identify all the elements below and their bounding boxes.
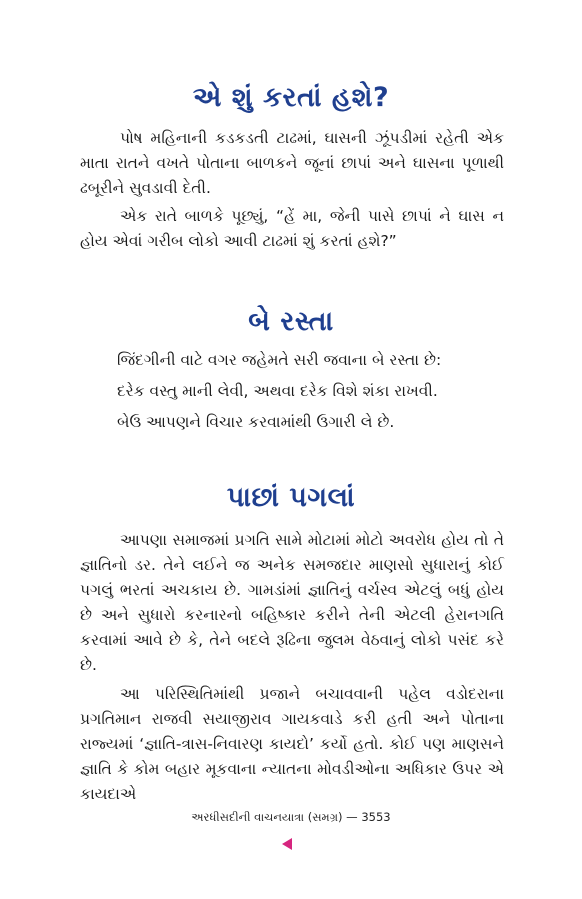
section-title-3: પાછાં પગલાં [226, 482, 356, 513]
line-2-1: જિંદગીની વાટે વગર જહેમતે સરી જવાના બે રસ્તા છે: [117, 351, 442, 369]
paragraph-text: એક રાતે બાળકે પૂછ્યું, “હેં મા, જેની પાસે છાપાં ને ઘાસ ન હોય એવાં ગરીબ લોકો આવી ટાઢમાં શું કરતાં હશે?” [80, 207, 504, 250]
paragraph-3-1 [80, 528, 504, 678]
paragraph-text: પોષ મહિનાની કડકડતી ટાઢમાં, ઘાસની ઝૂંપડીમાં રહેતી એક માતા રાતને વખતે પોતાના બાળકને જૂનાં છાપાં અને ઘાસના પૂળાથી ઢબૂરીને સુવડાવી દેતી. [80, 129, 504, 197]
paragraph-1-2 [80, 204, 504, 254]
left-triangle-icon[interactable] [282, 838, 292, 850]
line-2-2: દરેક વસ્તુ માની લેવી, અથવા દરેક વિશે શંકા રાખવી. [117, 382, 438, 400]
paragraph-1-1 [80, 126, 504, 201]
section-title-2: બે રસ્તા [248, 306, 334, 337]
paragraph-3-2 [80, 682, 504, 807]
page-footer: અરધીસદીની વાચનયાત્રા (સમગ્ર) — 3553 [191, 810, 391, 824]
line-2-3: બેઉ આપણને વિચાર કરવામાંથી ઉગારી લે છે. [117, 413, 395, 431]
paragraph-text: આપણા સમાજમાં પ્રગતિ સામે મોટામાં મોટો અવરોધ હોય તો તે જ્ઞાતિનો ડર. તેને લઈને જ અનેક સમજદાર માણસો સુધારાનું કોઈ પગલું ભરતાં અચકાય છે. ગામડાંમાં જ્ઞાતિનું વર્ચસ્વ એટલું બધું હોય છે અને સુધારો કરનારનો બહિષ્કાર કરીને તેની એટલી હેરાનગતિ કરવામાં આવે છે કે, તેને બદલે રૂઢિના જુલમ વેઠવાનું લોકો પસંદ કરે છે. [80, 531, 504, 674]
section-title-1: એ શું કરતાં હશે? [192, 82, 390, 113]
paragraph-text: આ પરિસ્થિતિમાંથી પ્રજાને બચાવવાની પહેલ વડોદરાના પ્રગતિમાન રાજવી સયાજીરાવ ગાયકવાડે કરી હતી અને પોતાના રાજ્યમાં ‘જ્ઞાતિ-ત્રાસ-નિવારણ કાયદો’ કર્યો હતો. કોઈ પણ માણસને જ્ઞાતિ કે કોમ બહાર મૂકવાના ન્યાતના મોવડીઓના અધિકાર ઉપર એ કાયદાએ [80, 685, 504, 803]
